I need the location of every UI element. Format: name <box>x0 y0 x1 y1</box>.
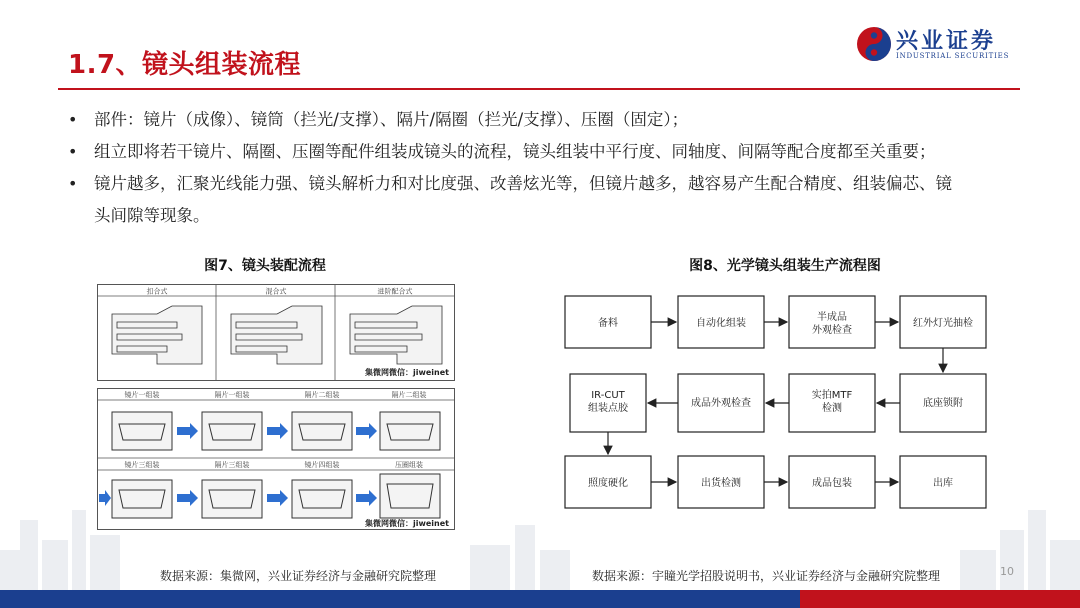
logo-mark-icon <box>856 26 892 62</box>
flow-step-box <box>900 296 986 348</box>
fig7-bottom-label: 镜片四组装 <box>304 461 340 469</box>
flow-step-box <box>678 296 764 348</box>
flow-step-box <box>900 456 986 508</box>
fig7-mid-label: 隔片二组装 <box>304 391 340 399</box>
fig7-top-label: 混合式 <box>265 287 287 296</box>
fig7-bottom-label: 隔片三组装 <box>214 461 250 469</box>
fig7-mid-label: 镜片一组装 <box>124 391 160 399</box>
logo-chinese-name: 兴业证券 <box>896 28 997 54</box>
flow-arrows <box>608 322 943 482</box>
fig7-watermark: 集微网微信：jiweinet <box>365 519 449 528</box>
flow-step-label: 成品包装 <box>812 478 852 489</box>
flow-step-label: 组装点胶 <box>588 403 628 414</box>
page-number: 10 <box>1000 565 1014 578</box>
flow-step-box <box>565 296 651 348</box>
bullet-list <box>68 104 1038 232</box>
flow-step-box <box>565 456 651 508</box>
fig7-mid-label: 隔片一组装 <box>214 391 250 399</box>
flow-step-label: 成品外观检查 <box>691 398 751 409</box>
flow-step-label: 半成品 <box>817 312 847 323</box>
footer-band-blue <box>0 590 800 608</box>
flow-step-label: 外观检查 <box>812 325 852 336</box>
bullet-item: • 镜片越多，汇聚光线能力强、镜头解析力和对比度强、改善炫光等，但镜片越多，越容易产生配合精度、组装偏芯、镜 <box>68 168 1038 200</box>
fig7-bottom-label: 镜片三组装 <box>124 461 160 469</box>
figure8-source: 数据来源：宇瞳光学招股说明书，兴业证券经济与金融研究院整理 <box>592 569 941 583</box>
bullet-item-continuation: 头间隙等现象。 <box>94 206 210 225</box>
title-underline <box>58 88 1020 90</box>
flow-step-box <box>789 296 875 348</box>
figure7-assembly-diagram <box>97 284 455 530</box>
footer-band-red <box>800 590 1080 608</box>
flow-step-label: 实拍MTF <box>811 390 853 401</box>
fig7-top-label: 扣合式 <box>146 287 168 296</box>
flow-step-label: 备料 <box>598 318 618 329</box>
figure8-caption: 图8、光学镜头组装生产流程图 <box>689 258 881 274</box>
flow-step-box <box>678 456 764 508</box>
company-logo <box>856 22 1016 66</box>
flow-step-label: 自动化组装 <box>696 318 746 329</box>
bullet-item: • 部件：镜片（成像）、镜筒（拦光/支撑）、隔片/隔圈（拦光/支撑）、压圈（固定）； <box>68 104 1038 136</box>
flow-step-box <box>570 374 646 432</box>
flow-step-label: 红外灯光抽检 <box>913 318 973 329</box>
flow-step-label: 出库 <box>933 478 953 489</box>
fig7-bottom-label: 压圈组装 <box>395 461 423 469</box>
fig7-watermark: 集微网微信：jiweinet <box>365 368 449 377</box>
flow-step-label: 底座锁附 <box>923 398 963 409</box>
figure7-caption: 图7、镜头装配流程 <box>204 258 326 274</box>
figure8-flowchart <box>560 284 996 524</box>
fig7-mid-label: 隔片二组装 <box>391 391 427 399</box>
flow-step-box <box>789 374 875 432</box>
figure7-source: 数据来源：集微网，兴业证券经济与金融研究院整理 <box>160 569 437 583</box>
flow-step-box <box>678 374 764 432</box>
flow-step-label: IR-CUT <box>591 390 625 401</box>
slide-title: 1.7、镜头组装流程 <box>68 50 302 80</box>
bullet-item: • 组立即将若干镜片、隔圈、压圈等配件组装成镜头的流程，镜头组装中平行度、同轴度、间隔等配合度都至关重要； <box>68 136 1038 168</box>
fig7-top-label: 进阶配合式 <box>377 287 413 296</box>
logo-english-name: INDUSTRIAL SECURITIES <box>896 52 1010 60</box>
flow-step-label: 检测 <box>822 403 842 414</box>
flow-step-box <box>789 456 875 508</box>
flow-step-box <box>900 374 986 432</box>
flow-step-label: 照度硬化 <box>588 478 628 489</box>
flow-step-label: 出货检测 <box>701 478 741 489</box>
